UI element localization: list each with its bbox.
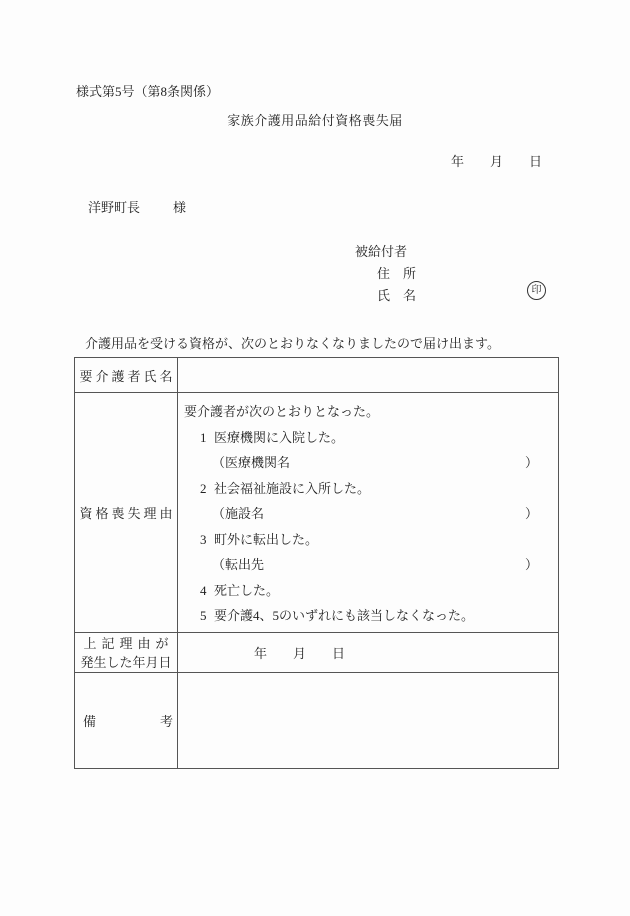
paren-open-label: （施設名 xyxy=(212,506,265,521)
paren-close: ） xyxy=(524,455,538,470)
remarks-label xyxy=(75,673,178,769)
occurrence-date-label-line2: 発生した年月日 xyxy=(80,654,172,670)
reason-item-1 xyxy=(200,425,558,451)
paren-close: ） xyxy=(524,506,538,521)
reason-item-number: 1 xyxy=(200,429,207,445)
name-label: 氏 名 xyxy=(377,288,417,303)
reason-item-text: 町外に転出した。 xyxy=(214,531,319,547)
recipient-heading: 被給付者 xyxy=(355,244,408,259)
reason-item-text: 医療機関に入院した。 xyxy=(214,429,345,445)
paren-open-label: （転出先 xyxy=(212,557,265,572)
reason-item-number: 3 xyxy=(200,531,207,547)
page-title: 家族介護用品給付資格喪失届 xyxy=(227,113,403,128)
addressee-honorific: 様 xyxy=(173,200,187,215)
addressee-line xyxy=(88,197,186,216)
reason-item-text: 要介護4、5のいずれにも該当しなくなった。 xyxy=(214,608,475,623)
remarks-field[interactable] xyxy=(178,673,559,769)
addressee-name: 洋野町長 xyxy=(88,200,141,215)
paren-open-label: （医療機関名 xyxy=(212,455,291,470)
intro-sentence: 介護用品を受ける資格が、次のとおりなくなりましたので届け出ます。 xyxy=(85,336,500,351)
moving-destination-blank[interactable] xyxy=(212,552,538,578)
date-line: 年 月 日 xyxy=(451,154,543,169)
reason-intro: 要介護者が次のとおりとなった。 xyxy=(184,404,380,419)
loss-reason-content xyxy=(178,393,559,633)
care-recipient-name-label: 要介護者氏名 xyxy=(75,358,178,393)
remarks-label-right: 考 xyxy=(159,714,173,729)
form-number: 様式第5号（第8条関係） xyxy=(76,84,220,99)
occurrence-date-field[interactable]: 年 月 日 xyxy=(178,633,559,673)
row-care-recipient-name xyxy=(75,358,559,393)
reason-item-number: 4 xyxy=(200,582,207,598)
occurrence-date-label xyxy=(75,633,178,673)
row-remarks xyxy=(75,673,559,769)
paren-close: ） xyxy=(524,557,538,572)
reason-item-number: 5 xyxy=(200,608,207,623)
reason-item-2 xyxy=(200,476,558,502)
reason-item-text: 死亡した。 xyxy=(214,582,280,598)
reason-item-4 xyxy=(200,578,558,604)
form-table xyxy=(74,357,559,769)
reason-item-text: 社会福祉施設に入所した。 xyxy=(214,480,371,496)
reason-item-number: 2 xyxy=(200,480,207,496)
reason-item-5 xyxy=(200,603,558,629)
seal-icon xyxy=(527,281,546,300)
row-loss-reason xyxy=(75,393,559,633)
facility-name-blank[interactable] xyxy=(212,501,538,527)
reason-item-3 xyxy=(200,527,558,553)
medical-institution-name-blank[interactable] xyxy=(212,450,538,476)
address-label: 住 所 xyxy=(377,266,417,281)
loss-reason-label: 資格喪失理由 xyxy=(75,393,178,633)
remarks-label-left: 備 xyxy=(83,714,97,729)
occurrence-date-label-line1: 上記理由が xyxy=(83,635,174,651)
care-recipient-name-field[interactable] xyxy=(178,358,559,393)
seal-character: 印 xyxy=(531,284,542,296)
row-occurrence-date xyxy=(75,633,559,673)
